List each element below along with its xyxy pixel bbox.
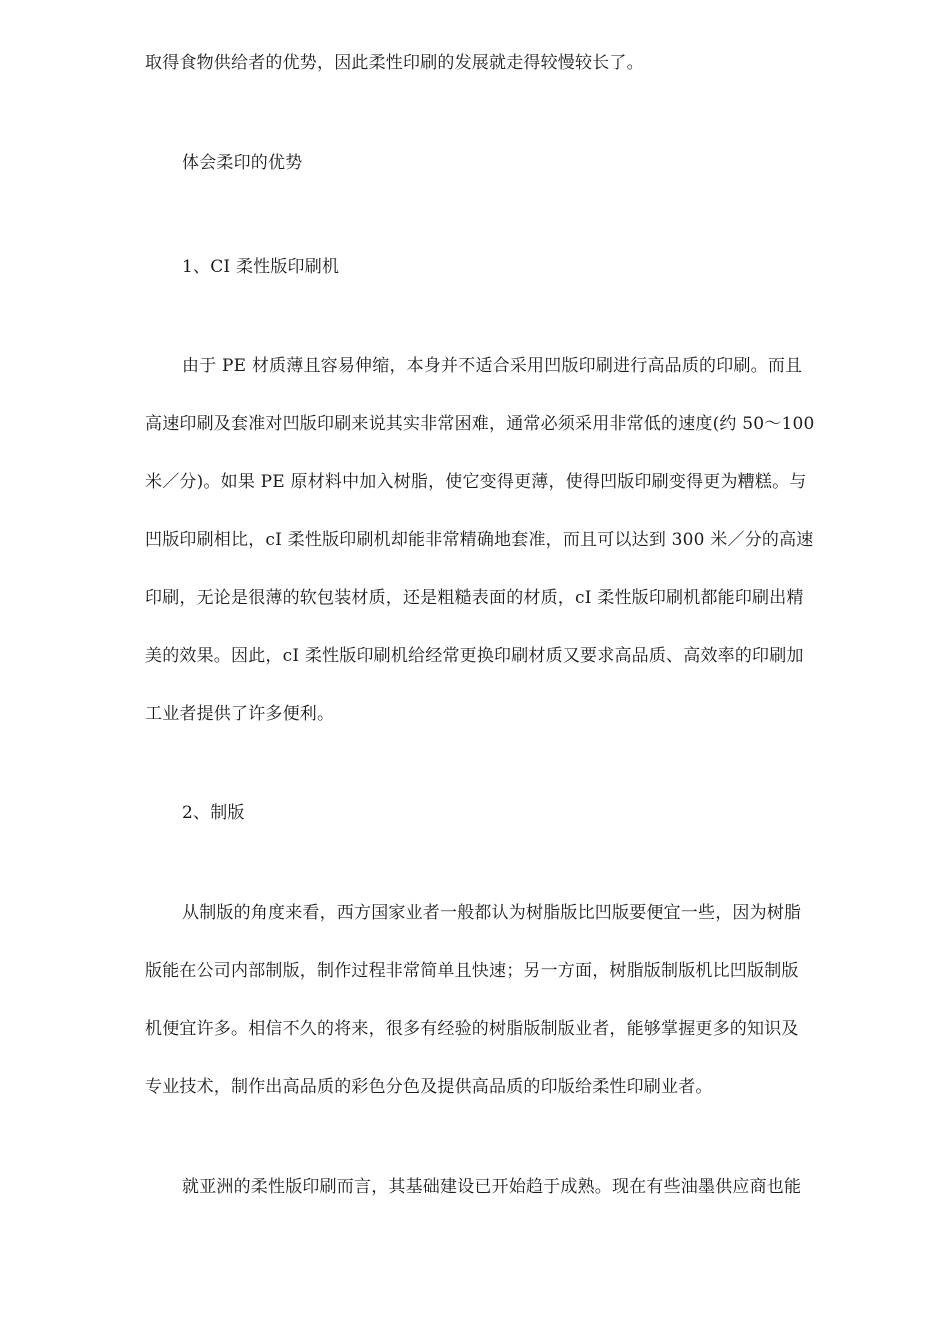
paragraph-line: 机便宜许多。相信不久的将来，很多有经验的树脂版制版业者，能够掌握更多的知识及 [145, 1019, 799, 1039]
paragraph-line: 版能在公司内部制版，制作过程非常简单且快速；另一方面，树脂版制版机比凹版制版 [145, 961, 799, 981]
paragraph-line: 专业技术，制作出高品质的彩色分色及提供高品质的印版给柔性印刷业者。 [145, 1077, 713, 1097]
paragraph-line: 高速印刷及套准对凹版印刷来说其实非常困难，通常必须采用非常低的速度(约 50～100 [145, 414, 815, 434]
paragraph-line: 从制版的角度来看，西方国家业者一般都认为树脂版比凹版要便宜一些，因为树脂 [182, 903, 802, 923]
section-heading: 体会柔印的优势 [182, 153, 303, 173]
paragraph-line: 由于 PE 材质薄且容易伸缩，本身并不适合采用凹版印刷进行高品质的印刷。而且 [182, 356, 803, 376]
paragraph-line: 米／分)。如果 PE 原材料中加入树脂，使它变得更薄，使得凹版印刷变得更为糟糕。与 [145, 472, 807, 492]
paragraph-line: 凹版印刷相比，cI 柔性版印刷机却能非常精确地套准，而且可以达到 300 米／分的高速 [145, 530, 814, 550]
paragraph-line: 取得食物供给者的优势，因此柔性印刷的发展就走得较慢较长了。 [145, 53, 644, 73]
subsection-heading: 2、制版 [182, 803, 245, 823]
paragraph-line: 美的效果。因此，cI 柔性版印刷机给经常更换印刷材质又要求高品质、高效率的印刷加 [145, 646, 804, 666]
subsection-heading: 1、CI 柔性版印刷机 [182, 257, 340, 277]
paragraph-line: 就亚洲的柔性版印刷而言，其基础建设已开始趋于成熟。现在有些油墨供应商也能 [182, 1177, 802, 1197]
paragraph-line: 工业者提供了许多便利。 [145, 704, 335, 724]
paragraph-line: 印刷，无论是很薄的软包装材质，还是粗糙表面的材质，cI 柔性版印刷机都能印刷出精 [145, 588, 804, 608]
